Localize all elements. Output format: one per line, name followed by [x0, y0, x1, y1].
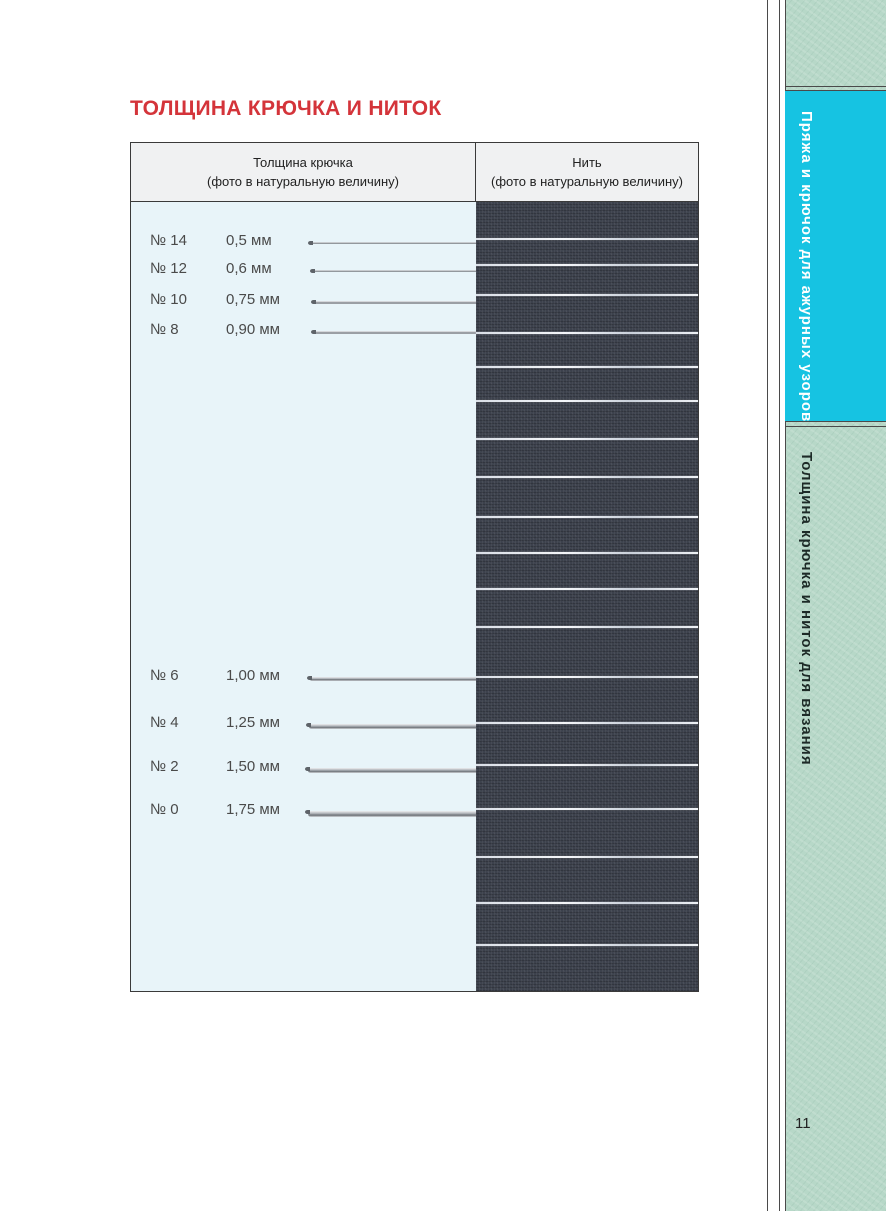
- hook-size: 0,90 мм: [226, 321, 280, 338]
- hook-number: № 14: [150, 232, 187, 249]
- thread-strand: [476, 438, 698, 440]
- hook-row: [131, 667, 476, 687]
- hook-size: 1,00 мм: [226, 667, 280, 684]
- hook-size: 0,75 мм: [226, 291, 280, 308]
- hook-row: [131, 714, 476, 734]
- thread-photo-panel: [476, 202, 698, 991]
- header-hook-title: Толщина крючка: [253, 155, 353, 170]
- thread-strand: [476, 944, 698, 946]
- tab-divider: [785, 86, 886, 87]
- crochet-hook-image: [311, 242, 476, 244]
- hook-size: 1,50 мм: [226, 758, 280, 775]
- hook-thread-table: [130, 142, 699, 992]
- hook-row: [131, 232, 476, 252]
- thread-strand: [476, 902, 698, 904]
- crochet-hook-image: [308, 811, 476, 817]
- crochet-hook-image: [310, 677, 476, 681]
- thread-strand: [476, 476, 698, 478]
- crochet-hook-image: [314, 331, 476, 334]
- header-hook-thickness: [131, 143, 476, 201]
- crochet-hook-image: [314, 301, 476, 304]
- margin-rule: [767, 0, 768, 1211]
- hook-number: № 0: [150, 801, 179, 818]
- thread-strand: [476, 764, 698, 766]
- hook-photo-panel: [131, 202, 476, 991]
- crochet-hook-image: [309, 724, 476, 729]
- thread-strand: [476, 856, 698, 858]
- hook-row: [131, 291, 476, 311]
- header-thread: [476, 143, 698, 201]
- hook-row: [131, 260, 476, 280]
- thread-strand: [476, 722, 698, 724]
- page-number: 11: [795, 1115, 811, 1132]
- header-thread-title: Нить: [572, 155, 602, 170]
- margin-rule: [779, 0, 780, 1211]
- thread-strand: [476, 332, 698, 334]
- hook-size: 1,25 мм: [226, 714, 280, 731]
- thread-strand: [476, 552, 698, 554]
- thread-strand: [476, 400, 698, 402]
- thread-strand: [476, 676, 698, 678]
- thread-strand: [476, 366, 698, 368]
- hook-size: 0,6 мм: [226, 260, 272, 277]
- hook-number: № 6: [150, 667, 179, 684]
- hook-row: [131, 801, 476, 821]
- hook-number: № 2: [150, 758, 179, 775]
- hook-number: № 4: [150, 714, 179, 731]
- thread-strand: [476, 516, 698, 518]
- thread-strand: [476, 808, 698, 810]
- header-hook-subtitle: (фото в натуральную величину): [206, 174, 400, 189]
- thread-strand: [476, 238, 698, 240]
- table-header: [131, 143, 698, 202]
- thread-strand: [476, 588, 698, 590]
- hook-row: [131, 758, 476, 778]
- thread-strand: [476, 626, 698, 628]
- hook-number: № 12: [150, 260, 187, 277]
- crochet-hook-image: [308, 768, 476, 773]
- crochet-hook-image: [313, 270, 476, 272]
- tab-hook-thread-thickness-label[interactable]: Толщина крючка и ниток для вязания: [798, 452, 815, 766]
- hook-size: 1,75 мм: [226, 801, 280, 818]
- header-thread-subtitle: (фото в натуральную величину): [490, 174, 684, 189]
- hook-row: [131, 321, 476, 341]
- hook-number: № 10: [150, 291, 187, 308]
- tab-divider: [785, 426, 886, 427]
- hook-number: № 8: [150, 321, 179, 338]
- thread-strand: [476, 294, 698, 296]
- tab-yarn-and-hook-label[interactable]: Пряжа и крючок для ажурных узоров: [798, 111, 815, 423]
- thread-strand: [476, 264, 698, 266]
- hook-size: 0,5 мм: [226, 232, 272, 249]
- page-title: ТОЛЩИНА КРЮЧКА И НИТОК: [130, 97, 442, 120]
